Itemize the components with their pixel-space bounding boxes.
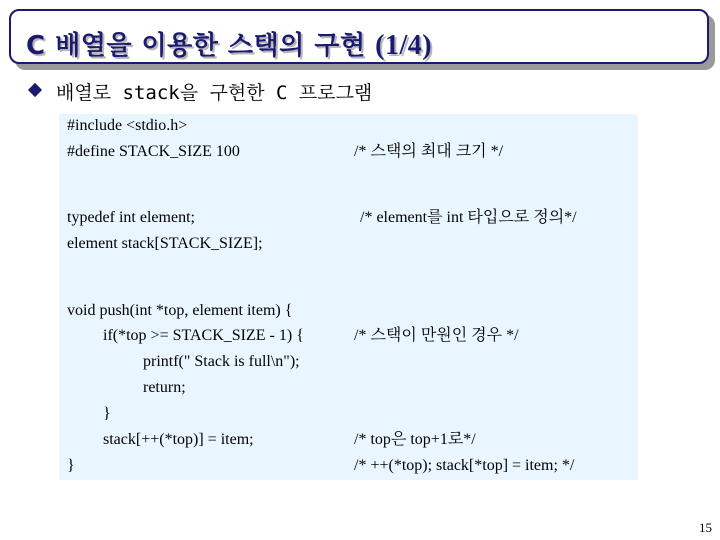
comment-equivalent: /* ++(*top); stack[*top] = item; */ bbox=[354, 457, 575, 474]
comment-stack-size: /* 스택의 최대 크기 */ bbox=[354, 143, 504, 160]
diamond-bullet-icon bbox=[28, 83, 42, 97]
comment-element-type: /* element를 int 타입으로 정의*/ bbox=[360, 209, 577, 226]
comment-top-increment: /* top은 top+1로*/ bbox=[354, 431, 476, 448]
code-line-typedef: typedef int element; bbox=[67, 209, 195, 226]
code-line-assign: stack[++(*top)] = item; bbox=[103, 431, 254, 448]
bullet-text: 배열로 stack을 구현한 C 프로그램 bbox=[56, 82, 373, 104]
code-line-if-full: if(*top >= STACK_SIZE - 1) { bbox=[103, 327, 304, 344]
code-line-define: #define STACK_SIZE 100 bbox=[67, 143, 240, 160]
code-line-func-close: } bbox=[67, 457, 75, 474]
slide-title bbox=[26, 25, 432, 62]
comment-stack-full: /* 스택이 만원인 경우 */ bbox=[354, 327, 519, 344]
code-line-include: #include <stdio.h> bbox=[67, 117, 188, 134]
code-panel bbox=[59, 114, 638, 480]
slide-title-part: (1/4) bbox=[375, 30, 433, 61]
code-line-push-signature: void push(int *top, element item) { bbox=[67, 302, 293, 319]
code-line-if-close: } bbox=[103, 405, 111, 422]
code-line-stack-decl: element stack[STACK_SIZE]; bbox=[67, 235, 263, 252]
slide-title-main: C 배열을 이용한 스택의 구현 bbox=[26, 31, 376, 61]
code-line-printf: printf(" Stack is full\n"); bbox=[143, 353, 300, 370]
title-box bbox=[9, 9, 709, 64]
page-number: 15 bbox=[699, 520, 712, 535]
code-line-return: return; bbox=[143, 379, 186, 396]
